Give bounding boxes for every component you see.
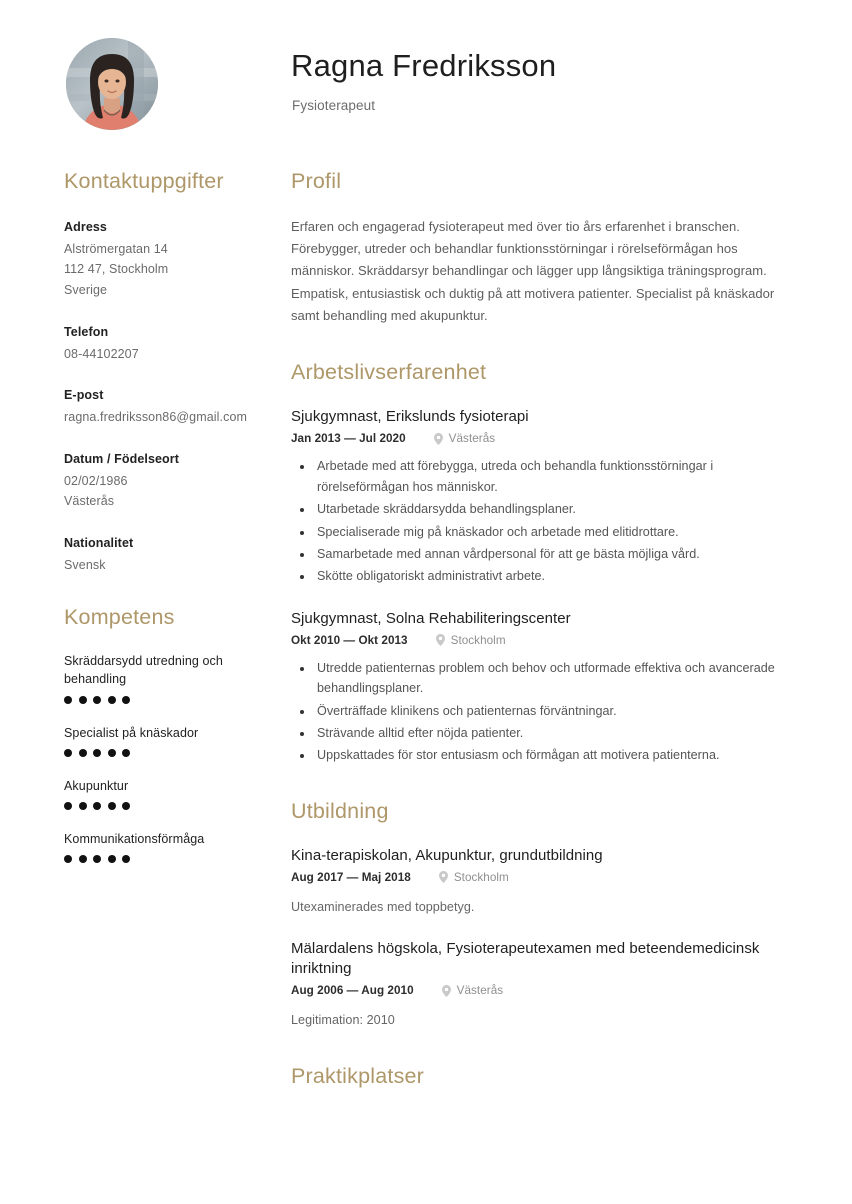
skill-name: Specialist på knäskador (64, 725, 199, 740)
entry-title: Mälardalens högskola, Fysioterapeutexamen med beteendemedicinsk inriktning (291, 939, 760, 978)
contact-value-line: Sverige (64, 282, 108, 297)
sidebar (64, 170, 260, 863)
entry-dates: Aug 2006 — Aug 2010 (291, 984, 414, 998)
entry (291, 609, 801, 766)
entry-bullet: • Samarbetade med annan vårdpersonal för att ge bästa möjliga vård. (314, 544, 801, 564)
contact-label: Adress (64, 219, 107, 234)
rating-dot (93, 855, 101, 863)
experience-entry-list (291, 407, 801, 766)
job-title: Fysioterapeut (292, 98, 376, 113)
entry-bullet: • Uppskattades för stor entusiasm och förmågan att motivera patienterna. (314, 745, 801, 765)
rating-dot (79, 749, 87, 757)
entry-location-label: Stockholm (453, 870, 509, 884)
entry-location (442, 984, 504, 997)
entry (291, 939, 801, 1031)
entry-title: Sjukgymnast, Erikslunds fysioterapi (291, 408, 529, 426)
section-heading-internships: Praktikplatser (291, 1063, 425, 1088)
rating-dot (108, 855, 116, 863)
skills-section (64, 606, 260, 863)
entry-location (434, 432, 496, 445)
rating-dot (122, 696, 130, 704)
contact-value-line: Svensk (64, 558, 106, 573)
section-heading-experience: Arbetslivserfarenhet (291, 360, 487, 385)
contact-block (64, 536, 260, 576)
skill-rating-dots (64, 855, 260, 863)
rating-dot (64, 855, 72, 863)
entry (291, 846, 801, 917)
entry-bullet: • Skötte obligatoriskt administrativt arbete. (314, 566, 801, 586)
profile-photo-icon (66, 38, 158, 130)
avatar (66, 38, 158, 130)
entry-meta (291, 432, 801, 445)
rating-dot (79, 802, 87, 810)
skill-item (64, 777, 260, 810)
rating-dot (122, 749, 130, 757)
entry-meta (291, 871, 801, 884)
entry-dates: Aug 2017 — Maj 2018 (291, 870, 411, 884)
entry-title: Kina-terapiskolan, Akupunktur, grundutbildning (291, 846, 603, 864)
location-pin-icon (442, 985, 451, 997)
entry-location (439, 871, 509, 884)
entry (291, 407, 801, 587)
entry-bullet: • Arbetade med att förebygga, utreda och behandla funktionsstörningar i rörelseförmågan hos människor. (314, 456, 801, 497)
entry-dates: Jan 2013 — Jul 2020 (291, 432, 406, 446)
section-heading-contact: Kontaktuppgifter (64, 169, 224, 193)
rating-dot (64, 696, 72, 704)
rating-dot (79, 696, 87, 704)
contact-value-line: Alströmergatan 14 (64, 241, 168, 256)
contact-block (64, 452, 260, 512)
entry-bullet-list (291, 456, 801, 586)
contact-label: Datum / Födelseort (64, 451, 180, 466)
location-pin-icon (436, 634, 445, 646)
rating-dot (122, 802, 130, 810)
contact-block (64, 220, 260, 301)
skill-rating-dots (64, 749, 260, 757)
contact-value-line: 112 47, Stockholm (64, 262, 169, 277)
profile-section (291, 170, 801, 327)
entry-note: Utexaminerades med toppbetyg. (291, 899, 475, 914)
skills-list (64, 652, 260, 863)
contact-value (64, 471, 260, 512)
contact-value (64, 344, 260, 365)
contact-value-line: 08-44102207 (64, 346, 139, 361)
entry-bullet: • Utredde patienternas problem och behov och utformade effektiva och avancerade behandlingsplaner. (314, 658, 801, 699)
entry-dates: Okt 2010 — Okt 2013 (291, 633, 408, 647)
contact-value-line: ragna.fredriksson86@gmail.com (64, 410, 248, 425)
entry-title: Sjukgymnast, Solna Rehabiliteringscenter (291, 609, 571, 627)
skill-rating-dots (64, 696, 260, 704)
skill-item (64, 830, 260, 863)
rating-dot (64, 802, 72, 810)
entry-bullet-list (291, 658, 801, 766)
entry-bullet: • Specialiserade mig på knäskador och arbetade med elitidrottare. (314, 522, 801, 542)
contact-block (64, 388, 260, 428)
experience-section (291, 361, 801, 765)
education-entry-list (291, 846, 801, 1031)
location-pin-icon (434, 433, 443, 445)
section-heading-skills: Kompetens (64, 604, 175, 629)
rating-dot (64, 749, 72, 757)
contact-value (64, 239, 260, 301)
contact-value (64, 555, 260, 576)
rating-dot (122, 855, 130, 863)
contact-value-line: Västerås (64, 494, 115, 509)
section-heading-profile: Profil (291, 169, 342, 193)
rating-dot (108, 802, 116, 810)
skill-name: Kommunikationsförmåga (64, 831, 205, 846)
internships-section (291, 1065, 801, 1089)
rating-dot (93, 696, 101, 704)
entry-bullet: • Överträffade klinikens och patienternas förväntningar. (314, 701, 801, 721)
contact-value-line: 02/02/1986 (64, 473, 128, 488)
entry-bullet: • Strävande alltid efter nöjda patienter. (314, 723, 801, 743)
entry-meta (291, 984, 801, 997)
contact-block (64, 325, 260, 365)
profile-text: Erfaren och engagerad fysioterapeut med över tio års erfarenhet i branschen. Förebygger, utreder och behandlar funktionsstörningar i rörelseförmågan hos människor. Skräddarsyr behandlingar och lägger upp långsiktiga träningsprogram. Empatisk, entusiastisk och duktig på att motivera patienter. Specialist på knäskador samt behandling med akupunktur. (291, 218, 775, 324)
skill-name: Skräddarsydd utredning och behandling (64, 654, 223, 687)
rating-dot (93, 802, 101, 810)
entry-location (436, 634, 506, 647)
entry-meta (291, 634, 801, 647)
resume-header (0, 0, 852, 150)
contact-label: Telefon (64, 324, 109, 339)
skill-name: Akupunktur (64, 778, 129, 793)
entry-bullet: • Utarbetade skräddarsydda behandlingsplaner. (314, 499, 801, 519)
rating-dot (79, 855, 87, 863)
skill-rating-dots (64, 802, 260, 810)
entry-location-label: Västerås (456, 984, 504, 998)
page-title: Ragna Fredriksson (291, 48, 557, 83)
entry-location-label: Stockholm (450, 633, 506, 647)
entry-location-label: Västerås (448, 432, 496, 446)
section-heading-education: Utbildning (291, 798, 389, 823)
rating-dot (108, 696, 116, 704)
skill-item (64, 724, 260, 757)
contact-label: Nationalitet (64, 536, 134, 551)
rating-dot (93, 749, 101, 757)
rating-dot (108, 749, 116, 757)
contact-details-list (64, 220, 260, 576)
contact-value (64, 407, 260, 428)
entry-note: Legitimation: 2010 (291, 1013, 395, 1028)
location-pin-icon (439, 871, 448, 883)
contact-label: E-post (64, 388, 104, 403)
main-content (291, 170, 801, 1088)
education-section (291, 800, 801, 1031)
skill-item (64, 652, 260, 703)
